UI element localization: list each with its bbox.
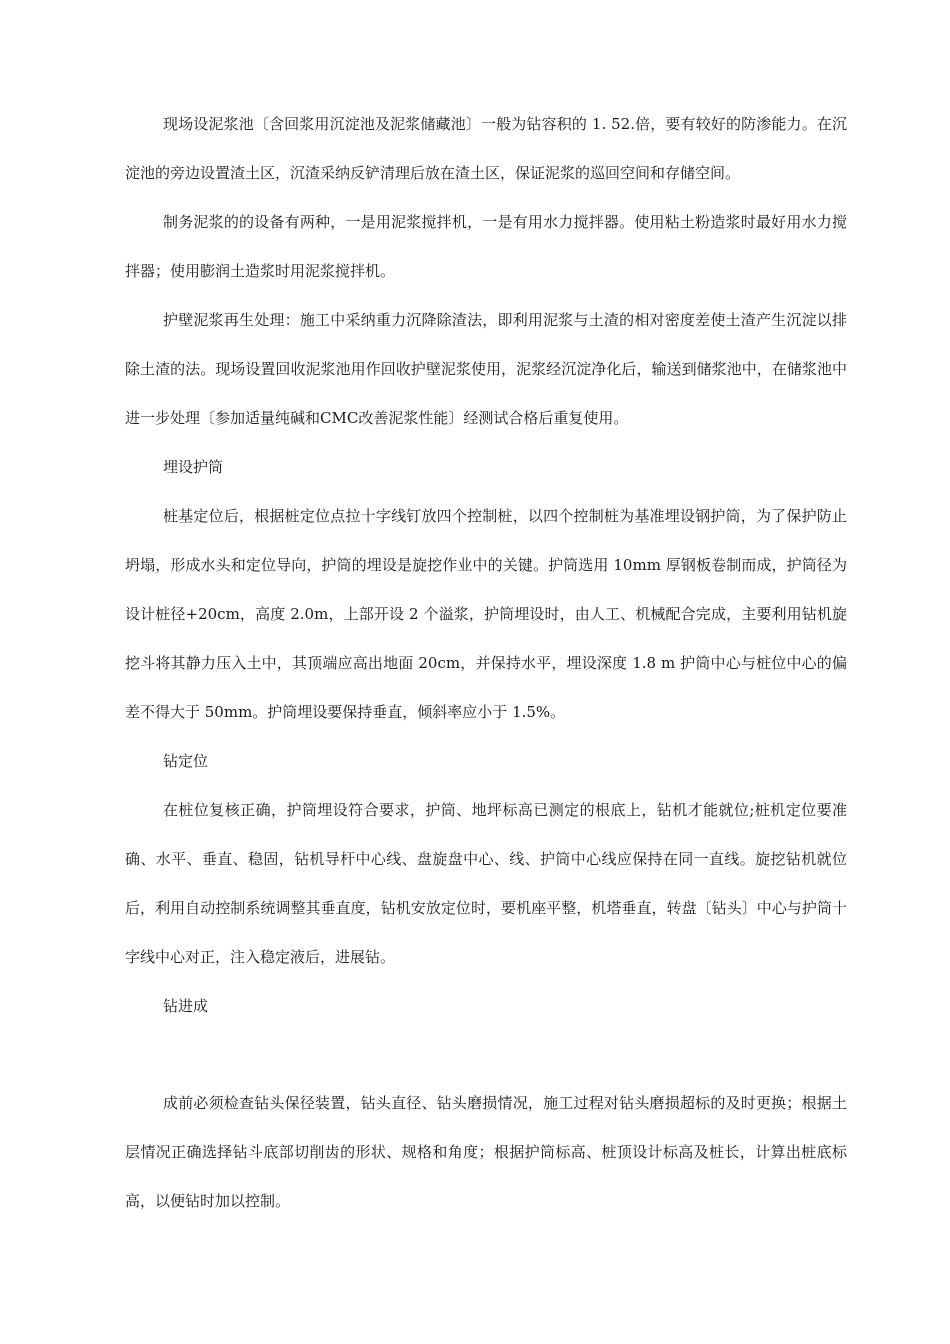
heading-casing-burial: 埋设护筒 <box>163 458 224 476</box>
paragraph-drilling: 成前必须检查钻头保径装置，钻头直径、钻头磨损情况，施工过程对钻头磨损超标的及时更换；根据土层情况正确选择钻斗底部切削齿的形状、规格和角度；根据护筒标高、桩顶设计标高及桩长，计算出桩底标高，以便钻时加以控制。 <box>125 1094 847 1210</box>
paragraph-mud-pit: 现场设泥浆池〔含回浆用沉淀池及泥浆储藏池〕一般为钻容积的 1. 52.倍，要有较好的防渗能力。在沉淀池的旁边设置渣土区，沉渣采纳反铲清理后放在渣土区，保证泥浆的巡回空间和存储空间。 <box>125 115 847 182</box>
heading-drilling: 钻进成 <box>163 997 209 1015</box>
paragraph-rig-positioning: 在桩位复核正确，护筒埋设符合要求，护筒、地坪标高已测定的根底上，钻机才能就位;桩机定位要准确、水平、垂直、稳固，钻机导杆中心线、盘旋盘中心、线、护筒中心线应保持在同一直线。旋挖钻机就位后，利用自动控制系统调整其垂直度，钻机安放定位时，要机座平整，机塔垂直，转盘〔钻头〕中心与护筒十字线中心对正，注入稳定液后，进展钻。 <box>125 801 847 966</box>
paragraph-mud-equipment: 制务泥浆的的设备有两种，一是用泥浆搅拌机，一是有用水力搅拌器。使用粘土粉造浆时最好用水力搅拌器；使用膨润土造浆时用泥浆搅拌机。 <box>125 213 847 280</box>
heading-rig-positioning: 钻定位 <box>163 752 209 770</box>
blank-space <box>125 1031 847 1079</box>
paragraph-mud-recycling: 护壁泥浆再生处理：施工中采纳重力沉降除渣法，即利用泥浆与土渣的相对密度差使土渣产生沉淀以排除土渣的法。现场设置回收泥浆池用作回收护壁泥浆使用，泥浆经沉淀净化后，输送到储浆池中，在储浆池中进一步处理〔参加适量纯碱和CMC改善泥浆性能〕经测试合格后重复使用。 <box>125 311 847 427</box>
paragraph-casing-burial: 桩基定位后，根据桩定位点拉十字线钉放四个控制桩，以四个控制桩为基准埋设钢护筒，为了保护防止坍塌，形成水头和定位导向，护筒的埋设是旋挖作业中的关键。护筒选用 10mm 厚钢板卷制而成，护筒径为设计桩径+20cm，高度 2.0m，上部开设 2 个溢浆，护筒埋设时，由人工、机械配合完成，主要利用钻机旋挖斗将其静力压入土中，其顶端应高出地面 20cm，并保持水平，埋设深度 1.8 m 护筒中心与桩位中心的偏差不得大于 50mm。护筒埋设要保持垂直，倾斜率应小于 1.5%。 <box>125 507 847 721</box>
document-body <box>125 100 847 1226</box>
